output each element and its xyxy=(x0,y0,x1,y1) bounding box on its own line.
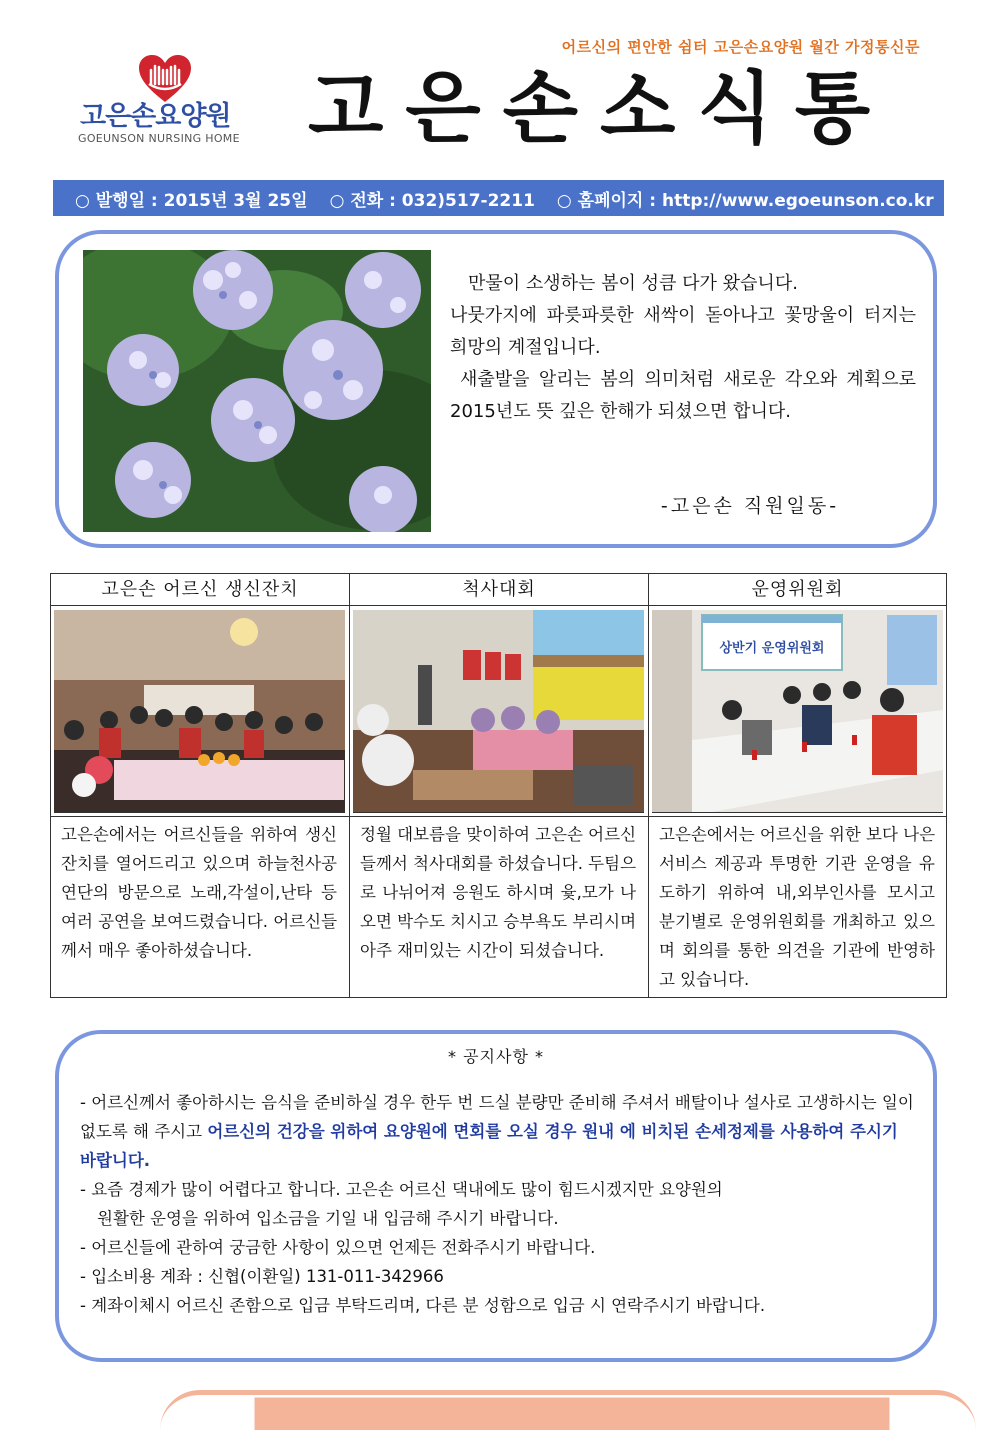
activity-description: 정월 대보름을 맞이하여 고은손 어르신들께서 척사대회를 하셨습니다. 두팀으로 나뉘어져 응원도 하시며 윷,모가 나오면 박수도 치시고 승부욕도 부리시며 아주 재미있는 시간이 되셨습니다. xyxy=(360,825,637,960)
newsletter-tagline: 어르신의 편안한 쉼터 고은손요양원 월간 가정통신문 xyxy=(561,38,920,56)
notice-highlight: 어르신의 건강을 위하여 요양원에 면회를 오실 경우 원내 에 비치된 손세정제를 사용하여 주시기 바랍니다. xyxy=(80,1122,898,1170)
activity-description: 고은손에서는 어르신을 위한 보다 나은 서비스 제공과 투명한 기관 운영을 유도하기 위하여 내,외부인사를 모시고 분기별로 운영위원회를 개최하고 있으며 회의를 통한 의견을 기관에 반영하고 있습니다. xyxy=(659,825,936,989)
logo-name: 고은손요양원 xyxy=(80,101,231,132)
greeting-message xyxy=(450,268,916,428)
activity-birthday xyxy=(51,574,350,997)
greeting-signature: -고은손 직원일동- xyxy=(660,495,840,517)
newsletter-title: 고은손소식통 xyxy=(307,64,893,154)
notice-item xyxy=(80,1088,918,1175)
yut-game-photo xyxy=(353,610,644,813)
phone-number: ○ 전화 : 032)517-2211 xyxy=(329,190,535,211)
activity-committee xyxy=(649,574,946,997)
notice-item: - 어르신들에 관하여 궁금한 사항이 있으면 언제든 전화주시기 바랍니다. xyxy=(80,1238,596,1257)
greeting-line-3: 새출발을 알리는 봄의 의미처럼 새로운 각오와 계획으로 2015년도 뜻 깊은 한해가 되셨으면 합니다. xyxy=(450,369,916,422)
activity-title: 운영위원회 xyxy=(649,574,946,606)
notice-title: * 공지사항 * xyxy=(448,1047,544,1066)
logo-subtitle: GOEUNSON NURSING HOME xyxy=(78,132,240,145)
logo xyxy=(70,50,260,150)
bank-account-notice: - 입소비용 계좌 : 신협(이환일) 131-011-342966 xyxy=(80,1267,444,1286)
meeting-banner-text: 상반기 운영위원회 xyxy=(719,641,825,656)
greeting-line-1: 만물이 소생하는 봄이 성큼 다가 왔습니다. xyxy=(468,273,798,294)
info-bar xyxy=(53,180,944,216)
notice-item: - 요즘 경제가 많이 어렵다고 합니다. 고은손 어르신 댁내에도 많이 힘드시겠지만 요양원의 xyxy=(80,1180,723,1199)
birthday-party-photo xyxy=(54,610,345,813)
notice-list xyxy=(80,1088,918,1320)
activity-title: 척사대회 xyxy=(350,574,648,606)
homepage-link[interactable]: ○ 홈페이지 : http://www.egoeunson.co.kr xyxy=(556,190,934,211)
greeting-line-2: 나뭇가지에 파릇파릇한 새싹이 돋아나고 꽃망울이 터지는 희망의 계절입니다. xyxy=(450,305,916,358)
activities-table xyxy=(50,573,947,998)
committee-meeting-photo xyxy=(652,610,943,813)
activity-description: 고은손에서는 어르신들을 위하여 생신잔치를 열어드리고 있으며 하늘천사공연단의 방문으로 노래,각설이,난타 등 여러 공연을 보여드렸습니다. 어르신들께서 매우 좋아하셨습니다. xyxy=(61,825,338,960)
decorative-arc xyxy=(160,1390,976,1430)
notice-item-continued: 원활한 운영을 위하여 입소금을 기일 내 입금해 주시기 바랍니다. xyxy=(97,1209,559,1228)
hydrangea-photo xyxy=(83,250,431,532)
notice-item-text: - 어르신께서 좋아하시는 음식을 준비하실 경우 한두 번 드실 분량만 준비해 주셔서 배탈이나 설사로 고생하시는 일이 없도록 해 주시고 xyxy=(80,1093,914,1141)
issue-date: ○ 발행일 : 2015년 3월 25일 xyxy=(75,190,308,211)
activity-title: 고은손 어르신 생신잔치 xyxy=(51,574,349,606)
notice-item: - 계좌이체시 어르신 존함으로 입금 부탁드리며, 다른 분 성함으로 입금 시 연락주시기 바랍니다. xyxy=(80,1296,766,1315)
activity-yut-game xyxy=(350,574,649,997)
